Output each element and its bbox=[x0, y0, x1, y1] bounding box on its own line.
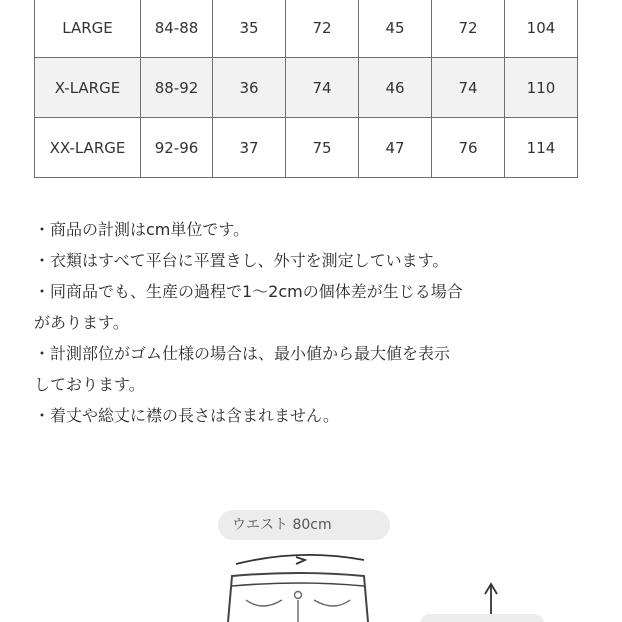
range-cell: 84-88 bbox=[141, 0, 213, 58]
value-cell: 35 bbox=[213, 0, 286, 58]
value-cell: 104 bbox=[505, 0, 578, 58]
value-cell: 74 bbox=[286, 58, 359, 118]
size-cell: LARGE bbox=[35, 0, 141, 58]
note-line: ・計測部位がゴム仕様の場合は、最小値から最大値を表示 bbox=[34, 344, 451, 363]
table-row-large bbox=[35, 0, 578, 58]
value-cell: 72 bbox=[432, 0, 505, 58]
value-cell: 110 bbox=[505, 58, 578, 118]
table-row-xx-large bbox=[35, 118, 578, 178]
note-line: があります。 bbox=[34, 313, 129, 332]
value-cell: 47 bbox=[359, 118, 432, 178]
value-cell: 36 bbox=[213, 58, 286, 118]
waist-label: ウエスト 80cm bbox=[218, 510, 390, 540]
size-cell: XX-LARGE bbox=[35, 118, 141, 178]
value-cell: 46 bbox=[359, 58, 432, 118]
note-line: ・同商品でも、生産の過程で1〜2cmの個体差が生じる場合 bbox=[34, 282, 463, 301]
range-cell: 92-96 bbox=[141, 118, 213, 178]
value-cell: 72 bbox=[286, 0, 359, 58]
table-row-x-large bbox=[35, 58, 578, 118]
range-cell: 88-92 bbox=[141, 58, 213, 118]
measurement-notes bbox=[34, 214, 594, 431]
measurement-diagram bbox=[0, 500, 622, 622]
value-cell: 76 bbox=[432, 118, 505, 178]
note-line: ・衣類はすべて平台に平置きし、外寸を測定しています。 bbox=[34, 251, 449, 270]
pants-diagram-icon bbox=[0, 500, 622, 622]
value-cell: 45 bbox=[359, 0, 432, 58]
size-table bbox=[34, 0, 578, 178]
note-line: ・着丈や総丈に襟の長さは含まれません。 bbox=[34, 406, 339, 425]
value-cell: 37 bbox=[213, 118, 286, 178]
size-cell: X-LARGE bbox=[35, 58, 141, 118]
length-label-pill bbox=[420, 614, 544, 622]
note-line: ・商品の計測はcm単位です。 bbox=[34, 220, 250, 239]
value-cell: 74 bbox=[432, 58, 505, 118]
value-cell: 114 bbox=[505, 118, 578, 178]
note-line: しております。 bbox=[34, 375, 145, 394]
value-cell: 75 bbox=[286, 118, 359, 178]
